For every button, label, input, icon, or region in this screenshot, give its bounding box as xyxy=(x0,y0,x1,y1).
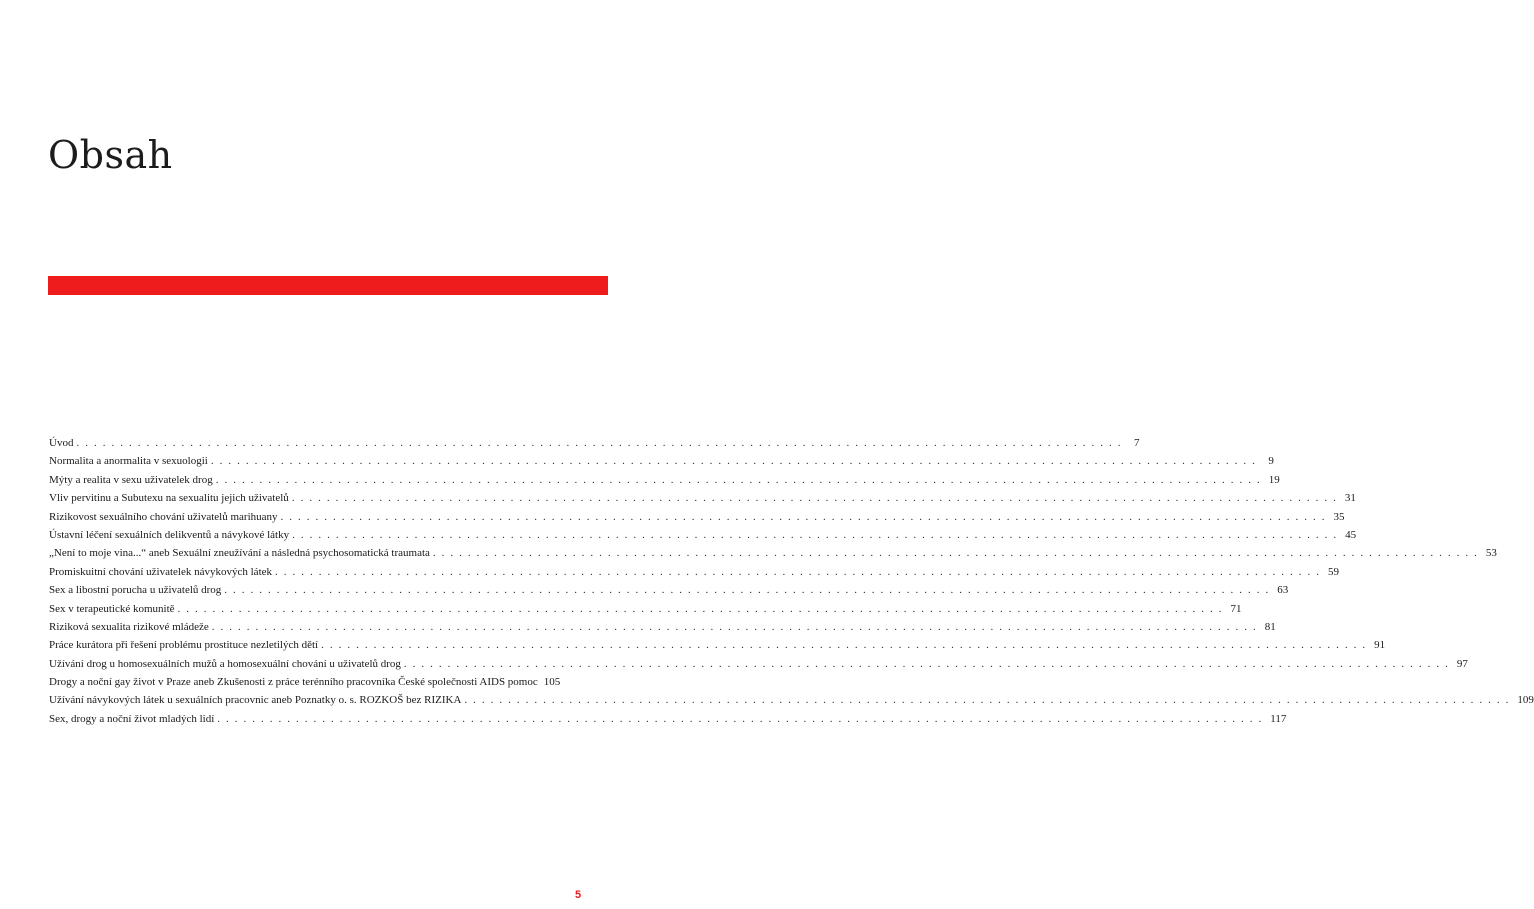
toc-leader-dots: ........................................................................................................................ xyxy=(432,547,1483,560)
toc-entry-title: Sex a libostní porucha u uživatelů drog xyxy=(49,584,222,597)
toc-entry xyxy=(49,434,1140,452)
toc-entry-page: 59 xyxy=(1328,565,1340,578)
toc-leader-dots: ........................................................................................................................ xyxy=(292,528,1343,541)
table-of-contents xyxy=(49,434,1534,728)
toc-entry xyxy=(49,526,1357,544)
toc-entry-title: Sex v terapeutické komunitě xyxy=(49,602,175,615)
toc-entry xyxy=(49,600,1242,618)
toc-entry-title: Užívání drog u homosexuálních mužů a homosexuální chování u uživatelů drog xyxy=(49,657,401,670)
toc-entry-title: Úvod xyxy=(49,437,74,449)
toc-entry-page: 117 xyxy=(1270,712,1287,725)
toc-entry-title: Ústavní léčení sexuálních delikventů a návykové látky xyxy=(49,528,290,541)
toc-entry xyxy=(49,489,1356,507)
toc-entry xyxy=(49,508,1345,526)
toc-entry-page: 45 xyxy=(1345,528,1357,541)
toc-entry xyxy=(49,710,1287,728)
toc-leader-dots: ........................................................................................................................ xyxy=(76,437,1127,449)
toc-entry xyxy=(49,673,559,691)
toc-leader-dots: ........................................................................................................................ xyxy=(217,712,1268,725)
toc-entry-page: 109 xyxy=(1517,694,1534,707)
toc-entry xyxy=(49,691,1534,709)
red-accent-bar xyxy=(48,276,608,295)
toc-entry-title: Drogy a noční gay život v Praze aneb Zkušenosti z práce terénního pracovníka České společnosti AIDS pomoc xyxy=(49,676,538,689)
toc-entry-page: 53 xyxy=(1485,547,1497,560)
toc-leader-dots: ........................................................................................................................ xyxy=(224,584,1275,597)
toc-entry xyxy=(49,636,1386,654)
toc-entry-page: 9 xyxy=(1268,455,1274,468)
toc-entry-page: 105 xyxy=(543,676,561,689)
toc-entry xyxy=(49,618,1276,636)
toc-leader-dots: ........................................................................................................................ xyxy=(211,620,1262,633)
toc-entry-title: Riziková sexualita rizikové mládeže xyxy=(49,620,209,633)
toc-entry xyxy=(49,544,1497,562)
toc-entry-title: Normalita a anormalita v sexuologii xyxy=(49,455,208,468)
toc-leader-dots: ........................................................................................................................ xyxy=(280,510,1331,523)
toc-entry-title: Rizikovost sexuálního chování uživatelů marihuany xyxy=(49,510,278,523)
toc-leader-dots: ........................................................................................................................ xyxy=(215,473,1266,486)
toc-leader-dots: ........................................................................................................................ xyxy=(291,492,1342,505)
toc-entry-title: Užívání návykových látek u sexuálních pracovnic aneb Poznatky o. s. ROZKOŠ bez RIZIKA xyxy=(49,694,462,707)
toc-leader-dots: ........................................................................................................................ xyxy=(321,639,1372,652)
toc-entry xyxy=(49,452,1274,470)
toc-entry-page: 81 xyxy=(1264,620,1276,633)
toc-entry xyxy=(49,471,1280,489)
toc-entry-title: „Není to moje vina...“ aneb Sexuální zneužívání a následná psychosomatická traumata xyxy=(49,547,430,560)
toc-entry-page: 91 xyxy=(1374,639,1386,652)
toc-leader-dots: ........................................................................................................................ xyxy=(177,602,1228,615)
toc-entry xyxy=(49,563,1340,581)
toc-entry-title: Sex, drogy a noční život mladých lidí xyxy=(49,712,215,725)
toc-entry-title: Vliv pervitinu a Subutexu na sexualitu jejich uživatelů xyxy=(49,492,289,505)
toc-entry-page: 7 xyxy=(1133,437,1140,449)
toc-entry-page: 71 xyxy=(1230,602,1242,615)
toc-entry-page: 31 xyxy=(1344,492,1356,505)
toc-entry-title: Mýty a realita v sexu uživatelek drog xyxy=(49,473,213,486)
toc-entry-title: Práce kurátora při řešení problému prostituce nezletilých dětí xyxy=(49,639,319,652)
page-number: 5 xyxy=(575,889,582,901)
toc-entry-page: 97 xyxy=(1456,657,1468,670)
toc-entry-page: 19 xyxy=(1268,473,1280,486)
toc-leader-dots: ........................................................................................................................ xyxy=(210,455,1261,468)
page-title: Obsah xyxy=(48,133,173,178)
toc-entry-page: 63 xyxy=(1277,584,1289,597)
toc-entry-page: 35 xyxy=(1333,510,1345,523)
toc-entry xyxy=(49,655,1468,673)
toc-leader-dots: ........................................................................................................................ xyxy=(275,565,1326,578)
toc-leader-dots: ........................................................................................................................ xyxy=(403,657,1454,670)
toc-leader-dots: ........................................................................................................................ xyxy=(464,694,1515,707)
toc-entry-title: Promiskuitní chování uživatelek návykových látek xyxy=(49,565,273,578)
toc-entry xyxy=(49,581,1289,599)
